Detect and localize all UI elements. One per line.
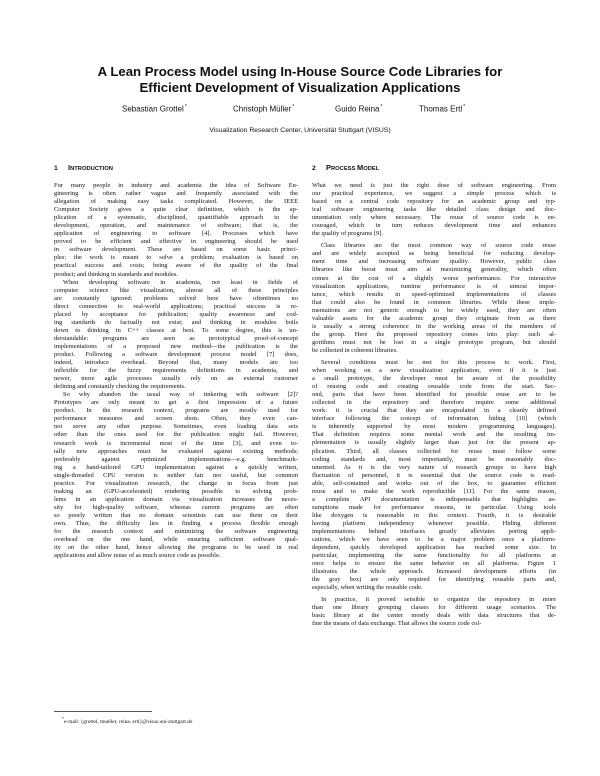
text-line: overhead on the one hand, while ensuring sufficient software qual- — [54, 536, 298, 544]
author-4: Thomas Ertl* — [419, 104, 466, 114]
process-model-body — [312, 182, 556, 629]
text-line: ment time and increasing software quality. However, public class — [312, 258, 556, 266]
text-line: so poorly written that no domain scientists can use them on their — [54, 511, 298, 519]
text-line: ples: the work is meant to solve a problem; evaluation is based on — [54, 254, 298, 262]
text-line: Prototypes are only meant to get a first impression of a future — [54, 399, 298, 407]
text-line: ond, parts that have been identified for possible reuse are to be — [312, 391, 556, 399]
text-line: implementations behind interfaces greatly alleviates porting appli- — [312, 527, 556, 535]
text-line: and are widely accepted as being beneficial for reducing develop- — [312, 250, 556, 258]
text-line: valuable assets for the academic group they originate from as there — [312, 314, 556, 322]
text-line: reuse and to make the work reproducible [11]. For the same reason, — [312, 487, 556, 495]
paragraph — [312, 359, 556, 592]
author-3: Guido Reina* — [335, 104, 383, 114]
text-line: direct connection to real-world applications; practical success is re- — [54, 302, 298, 310]
text-line: comes at the cost of a slightly worse performance. For interactive — [312, 274, 556, 282]
text-line: mentations are not generic enough to be widely used, they are often — [312, 306, 556, 314]
text-line: practice. For visualization research, the change in focus from just — [54, 479, 298, 487]
text-line: illustrates the whole approach. Increased development efforts (in — [312, 568, 556, 576]
text-line: application of engineering to software [4]. Processes which have — [54, 230, 298, 238]
affiliation: Visualization Research Center, Universität Stuttgart (VISUS) — [209, 127, 391, 134]
text-line: interface following the concept of information hiding [10] (which — [312, 415, 556, 423]
text-line: fine the means of data exchange. That allows the source code col- — [312, 620, 482, 628]
text-line: product. Following a software development process model [7] does, — [54, 350, 298, 358]
text-line: What we need is just the right dose of software engineering. From — [312, 182, 556, 189]
text-line: ing a hand-tailored GPU implementation against a quickly written, — [54, 463, 298, 471]
text-line: in software development. These are based on some basic princi- — [54, 246, 298, 254]
text-line: tally new approaches must be evaluated against existing methods; — [54, 447, 298, 455]
text-line: defining and constantly checking the requirements. — [54, 383, 186, 391]
right-column — [312, 163, 556, 629]
text-line: visualization applications, runtime performance is of utmost impor- — [312, 282, 556, 290]
text-line: allegation of making easy tasks complicated. However, the IEEE — [54, 198, 298, 206]
text-line: other than the ones used for the publication might fail. However, — [54, 431, 298, 439]
text-line: the quality of programs [9]. — [312, 230, 383, 238]
text-line: In practice, it proved sensible to organize the repository in more — [321, 596, 556, 604]
text-line: placed by acceptance for publication; quality awareness and cod- — [54, 310, 298, 318]
text-line: especially, when writing the reusable code. — [312, 584, 423, 592]
author-list — [0, 104, 600, 116]
text-line: fluctuation of personnel, it is essential that the source code is read- — [312, 471, 556, 479]
text-line: development, operation, and maintenance of software; that is, the — [54, 222, 298, 230]
text-line: down to thinking in C++ classes at best. To some degree, this is un- — [54, 326, 298, 334]
paragraph — [54, 279, 298, 392]
author-2: Christoph Müller* — [233, 104, 295, 114]
text-line: Several conditions must be met for this process to work. First, — [321, 358, 556, 366]
text-line: Computer Society gives a quite clear definition, which is the ap- — [54, 206, 298, 214]
text-line: making an (GPU-accelerated) rendering possible to solving prob- — [54, 487, 298, 495]
text-line: plication. Third, all classes collected for reuse must follow some — [312, 447, 556, 455]
text-line: plementation is usually slightly larger than just for the present ap- — [312, 439, 556, 447]
text-line: own. Thus, the difficulty lies in finding a process flexible enough — [54, 519, 298, 527]
paragraph — [312, 182, 556, 238]
text-line: the group. Here the proposed repository comes into play: such al- — [312, 330, 556, 338]
text-line: is usually a strong coherence in the working areas of the members of — [312, 322, 556, 330]
text-line: like doxygen is reasonable in this context. Fourth, it is desirable — [312, 511, 556, 519]
text-line: couraged, which in turn reduces development time and enhances — [312, 222, 556, 230]
text-line: When developing software in academia, not least in fields of — [63, 278, 298, 286]
text-line: That definition requires some mental work and the resulting im- — [312, 431, 556, 439]
text-line: preferably against optimized implementations—e.g. benchmark- — [54, 455, 298, 463]
text-line: tance, which results in speed-optimized implementations of classes — [312, 290, 556, 298]
text-line: indeed, introduce overhead. Beyond that, many models are too — [54, 359, 298, 367]
text-line: able, self-contained and works out of the box, to guarantee efficient — [312, 479, 556, 487]
text-line: practical success and costs; being aware of the quality of the final — [54, 262, 298, 270]
text-line: basic library at the center mostly deals with data structures that de- — [312, 612, 556, 620]
text-line: single-threaded CPU version is neither fair nor useful, but common — [54, 471, 298, 479]
text-line: For many people in industry and academia the idea of Software En- — [54, 182, 298, 189]
text-line: a small prototype, the developer must be aware of the possibility — [312, 375, 556, 383]
text-line: Class libraries are the most common way of source code reuse — [321, 242, 556, 250]
section-heading-process-model: 2 PROCESS MODEL — [312, 163, 380, 172]
text-line: for the research context and minimizing the software engineering — [54, 528, 298, 536]
text-line: collected in the repository and therefore require some additional — [312, 399, 556, 407]
text-line: having platform independency whenever possible. Hiding different — [312, 519, 556, 527]
paragraph — [312, 242, 556, 355]
text-line: be collected in coherent libraries. — [312, 346, 398, 354]
text-line: umentation only where necessary. The reuse of source code is en- — [312, 214, 556, 222]
author-1: Sebastian Grottel* — [122, 104, 187, 114]
text-line: based on a central code repository for an academic group and typ- — [312, 198, 556, 206]
text-line: cations, which we have seen to be a major problem once a platform- — [312, 536, 556, 544]
text-line: is inherently supported by most modern programming languages). — [312, 423, 556, 431]
text-line: gorithms must not be lost in a single prototype program, but should — [312, 338, 556, 346]
text-line: our practical experience, we suggest a simple process which is — [312, 190, 556, 198]
text-line: newer, more agile processes usually rely on an external customer — [54, 375, 298, 383]
text-line: of reusing code and creating reusable code from the start. Sec- — [312, 383, 556, 391]
text-line: sity for high-quality software, whereas current programs are often — [54, 503, 298, 511]
title-line-1: A Lean Process Model using In-House Source Code Libraries for — [97, 64, 503, 79]
title-line-2: Efficient Development of Visualization Applications — [139, 80, 461, 95]
text-line: implementations of a proposed new method—the publication is the — [54, 342, 298, 350]
text-line: a complete API documentation is indispensable that highlights as- — [312, 495, 556, 503]
text-line: plication of a systematic, disciplined, quantifiable approach to the — [54, 214, 298, 222]
paper-title — [40, 64, 560, 96]
text-line: sumptions made for performance reasons, in particular. Using tools — [312, 503, 556, 511]
footnote: *e-mail: {grottel, mueller, reina, ertl}@visus.uni-stuttgart.de — [62, 716, 193, 725]
text-line: ity on the other hand, hence allowing the programs to be used in real — [54, 544, 298, 552]
text-line: not serve any other purpose. Sometimes, even loading data sets — [54, 423, 298, 431]
text-line: lems in an application domain via visualization increases the neces- — [54, 495, 298, 503]
text-line: that could also be found in common libraries. While these imple- — [312, 298, 556, 306]
text-line: proved to be efficient and effective in engineering should be used — [54, 238, 298, 246]
section-heading-introduction: 1 INTRODUCTION — [54, 163, 113, 172]
text-line: product; and thinking in standards and modules. — [54, 270, 178, 278]
text-line: dependent, quickly developed application has reached some size. In — [312, 544, 556, 552]
paragraph — [54, 182, 298, 279]
introduction-body — [54, 182, 298, 560]
text-line: So why abandon the usual way of tinkering with software [2]? — [63, 391, 298, 399]
text-line: when working on a new visualization application, even if it is just — [312, 367, 556, 375]
paragraph — [54, 391, 298, 560]
text-line: particular, implementing the same functionality for all platforms at — [312, 552, 556, 560]
footnote-rule — [54, 711, 152, 712]
text-line: libraries like boost must aim at maximizing generality, which often — [312, 266, 556, 274]
text-line: product. In the research context, programs are mostly used for — [54, 407, 298, 415]
text-line: work: it is crucial that they are encapsulated in a cleanly defined — [312, 407, 556, 415]
text-line: inflexible for the fuzzy requirements definitions in academia, and — [54, 367, 298, 375]
text-line: than one library grouping classes for different usage scenarios. The — [312, 604, 556, 612]
text-line: ing standards do factually not exist; and thinking in modules boils — [54, 318, 298, 326]
text-line: are constantly ignored: problems solved here have oftentimes no — [54, 294, 298, 302]
text-line: gineering is often rather vague and frequently associated with the — [54, 190, 298, 198]
text-line: umented. As it is the very nature of research groups to have high — [312, 463, 556, 471]
text-line: research work is incremental most of the time [3], and even to- — [54, 439, 298, 447]
text-line: derstandable: programs are seen as prototypical proof-of-concept — [54, 334, 298, 342]
paragraph — [312, 596, 556, 628]
text-line: performance measures and screen shots. Often, they even can- — [54, 415, 298, 423]
text-line: applications and allow reuse of as much source code as possible. — [54, 552, 221, 560]
text-line: ical software engineering tasks like detailed class design and doc- — [312, 206, 556, 214]
left-column — [54, 163, 298, 560]
text-line: once helps to ensure the same behavior on all platforms. Figure 1 — [312, 560, 556, 568]
text-line: coding standards and, most importantly, must be reasonably doc- — [312, 455, 556, 463]
text-line: computer science like visualization, almost all of these principles — [54, 286, 298, 294]
text-line: the gray box) are only required for identifying reusable parts and, — [312, 576, 556, 584]
